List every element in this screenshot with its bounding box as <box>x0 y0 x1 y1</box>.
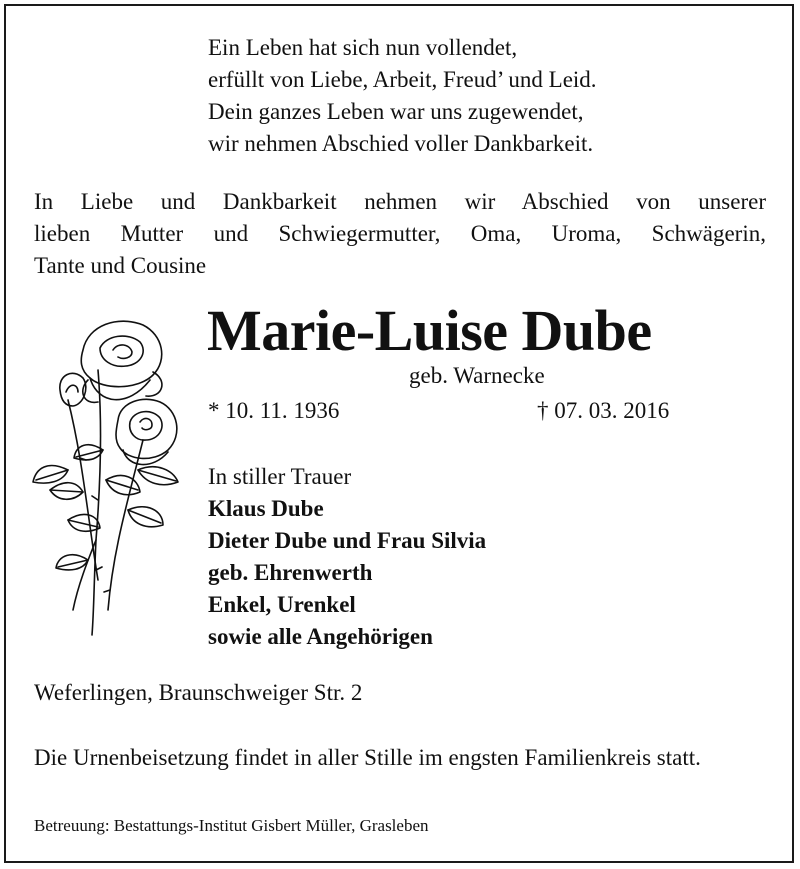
funeral-service-credit: Betreuung: Bestattungs-Institut Gisbert Müller, Grasleben <box>34 816 429 835</box>
poem-line: Ein Leben hat sich nun vollendet, <box>208 35 518 60</box>
mourner-name: Dieter Dube und Frau Silvia <box>208 528 487 553</box>
intro-line: lieben Mutter und Schwiegermutter, Oma, Uroma, Schwägerin, <box>34 221 766 246</box>
mourner-name: sowie alle Angehörigen <box>208 624 433 649</box>
mourner-name: Enkel, Urenkel <box>208 592 356 617</box>
poem-line: Dein ganzes Leben war uns zugewendet, <box>208 99 584 124</box>
death-date: † 07. 03. 2016 <box>537 398 670 423</box>
mourning-lead: In stiller Trauer <box>208 464 352 489</box>
mourner-name: Klaus Dube <box>208 496 324 521</box>
deceased-name: Marie-Luise Dube <box>207 298 652 363</box>
intro-line: Tante und Cousine <box>34 253 207 278</box>
intro-text <box>34 186 766 282</box>
birth-date: * 10. 11. 1936 <box>208 398 340 423</box>
address: Weferlingen, Braunschweiger Str. 2 <box>34 680 363 705</box>
maiden-name: geb. Warnecke <box>409 363 545 388</box>
mourners-block <box>208 461 486 653</box>
ceremony-note: Die Urnenbeisetzung findet in aller Stille im engsten Familienkreis statt. <box>34 745 701 770</box>
poem-line: wir nehmen Abschied voller Dankbarkeit. <box>208 131 594 156</box>
intro-line: In Liebe und Dankbarkeit nehmen wir Abschied von unserer <box>34 189 766 214</box>
poem-line: erfüllt von Liebe, Arbeit, Freud’ und Leid. <box>208 67 597 92</box>
mourner-name: geb. Ehrenwerth <box>208 560 373 585</box>
roses-icon <box>28 310 198 640</box>
poem <box>208 32 597 160</box>
